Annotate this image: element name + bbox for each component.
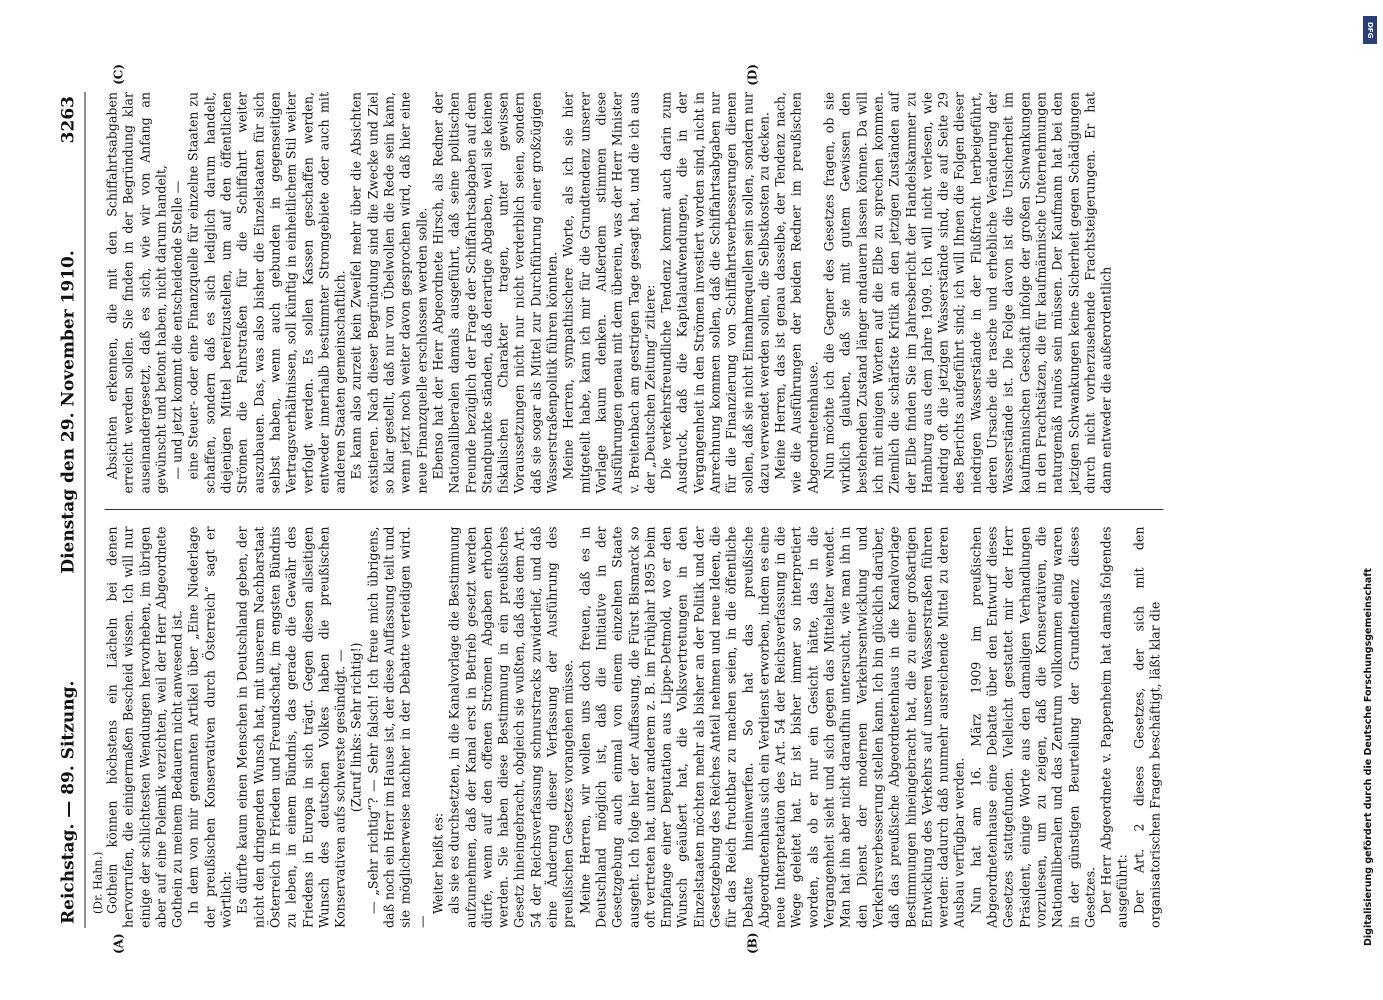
left-column-paragraph: Nun hat am 16. März 1909 im preußischen Abgeordnetenhause eine Debatte über den Entwurf dieses Gesetzes stattgefunden. Vielleicht gestattet mir der Herr Präsident, einige Worte aus den damaligen Verhandlungen vorzulesen, um zu zeigen, daß die Konservativen, die Nationalliberalen und das Zentrum vollkommen einig waren in der günstigen Beurteilung der Grundtendenz dieses Gesetzes. (967, 526, 1097, 928)
left-column-paragraph: Gothein können höchstens ein Lächeln bei denen hervorrufen, die einigermaßen Bescheid wissen. Ich will nur einige der schlichtesten Wendungen hervorheben, im übrigen aber auf eine Polemik verzichten, weil der Herr Abgeordnete Gothein zu meinem Bedauern nicht anwesend ist. (104, 526, 185, 928)
column-divider (104, 510, 1163, 511)
right-column-paragraph: Absichten erkennen, die mit den Schiffahrtsabgaben erreicht werden sollen. Sie finden in der Begründung klar auseinandergesetzt, daß es sich, wie wir von Anfang an gewünscht und betont haben, nicht darum handelt, (104, 92, 168, 494)
left-column-paragraph: Meine Herren, wir wollen uns doch freuen, daß es in Deutschland möglich ist, daß die Initiative in der Gesetzgebung auch einmal von einem einzelnen Staate ausgeht. Ich folge hier der Auffassung, die Fürst Bismarck so oft vertreten hat, unter anderem z. B. im Frühjahr 1895 beim Empfange einer Deputation aus Lippe-Detmold, wo er den Wunsch geäußert hat, die Volksvertretungen in den Einzelstaaten möchten mehr als bisher an der Politik und der Gesetzgebung des Reiches Anteil nehmen und neue Ideen, die für das Reich fruchtbar zu machen seien, in die öffentliche Debatte hineinwerfen. So hat das preußische Abgeordnetenhaus sich ein Verdienst erworben, indem es eine neue Interpretation des Art. 54 der Reichsverfassung in die Wege geleitet hat. Er ist bisher immer so interpretiert worden, als ob er nur ein Gesicht hätte, das in die Vergangenheit sieht und sich gegen das Mittelalter wendet. Man hat ihn aber nicht daraufhin untersucht, wie man ihn in den Dienst der modernen Verkehrsentwicklung und Verkehrsverbesserung stellen kann. Ich bin glücklich darüber, daß das preußische Abgeordnetenhaus in die Kanalvorlage Bestimmungen hineingebracht hat, die zu einer großartigen Entwicklung des Verkehrs auf unseren Wasserstraßen führen werden: dadurch daß nunmehr ausreichende Mittel zu deren Ausbau verfügbar werden. (576, 526, 967, 928)
left-column-paragraph: Der Herr Abgeordnete v. Pappenheim hat damals folgendes ausgeführt: (1098, 526, 1130, 928)
margin-marker-b: (B) (745, 932, 759, 954)
speaker-tag: (Dr. Hahn.) (91, 851, 104, 914)
left-column-paragraph: Weiter heißt es: (429, 812, 445, 914)
right-column-paragraph: Meine Herren, sympathischere Worte, als ich sie hier mitgeteilt habe, kann ich mir für die Grundtendenz unserer Vorlage kaum denken. Außerdem stimmen diese Ausführungen genau mit dem überein, was der Herr Minister v. Breitenbach am gestrigen Tage gesagt hat, und die ich aus der „Deutschen Zeitung“ zitiere: (560, 92, 657, 494)
right-column-paragraph: Nun möchte ich die Gegner des Gesetzes fragen, ob sie wirklich glauben, daß sie mit gutem Gewissen den bestehenden Zustand länger andauern lassen können. Da will ich mit einigen Worten auf die Elbe zu sprechen kommen. Ziemlich die schärfste Kritik an den jetzigen Zuständen auf der Elbe finden Sie im Jahresbericht der Handelskammer zu Hamburg aus dem Jahre 1909. Ich will nicht verlesen, wie niedrig oft die jetzigen Wasserstände sind, die auf Seite 29 des Berichts aufgeführt sind; ich will Ihnen die Folgen dieser niedrigen Wasserstände in der Flußfracht herbeigeführt, deren Ursache die rasche und erhebliche Veränderung der Wasserstände ist. Die Folge davon ist die Unsicherheit im kaufmännischen Geschäft infolge der großen Schwankungen in den Frachtsätzen, die für kaufmännische Unternehmungen naturgemäß ruinös sein müssen. Der Kaufmann hat bei den jetzigen Schwankungen keine Sicherheit gegen Schädigungen durch nicht vorherzusehende Frachtsteigerungen. Er hat dann entweder die außerordentlich (821, 92, 1114, 494)
right-column-paragraph: Meine Herren, das ist genau dasselbe, der Tendenz nach, wie die Ausführungen der beiden Redner im preußischen Abgeordnetenhause. (772, 92, 820, 494)
credit-strip (1363, 16, 1377, 976)
header-left: Reichstag. — 89. Sitzung. (58, 680, 78, 924)
left-column-paragraph: — „Sehr richtig“? — Sehr falsch! Ich freue mich übrigens, daß noch ein Herr im Hause ist, der diese Auffassung teilt und sie möglicherweise nachher in der Debatte verteidigen wird. — (364, 526, 429, 928)
margin-marker-a: (A) (111, 933, 125, 954)
left-column-paragraph: Es dürfte kaum einen Menschen in Deutschland geben, der nicht den dringenden Wunsch hat, mit unserem Nachbarstaat Österreich in Frieden und Freundschaft, im engsten Bündnis zu leben, in einem Bündnis, das gerade die Gewähr des Friedens in Europa in sich trägt. Gegen diesen allseitigen Wunsch des deutschen Volkes haben die preußischen Konservativen aufs schwerste gesündigt. — (234, 526, 348, 928)
left-column-paragraph: Der Art. 2 dieses Gesetzes, der sich mit den organisatorischen Fragen beschäftigt, läßt klar die (1130, 526, 1162, 928)
dfg-logo: DFG (1363, 16, 1377, 44)
column-left (104, 526, 1163, 954)
margin-marker-c: (C) (111, 64, 125, 85)
left-column-paragraph: als sie es durchsetzten, in die Kanalvorlage die Bestimmung aufzunehmen, daß der Kanal erst in Betrieb gesetzt werden dürfe, wenn auf den offenen Strömen Abgaben erhoben werden. Sie haben diese Bestimmung in ein preußisches Gesetz hineingebracht, obgleich sie wußten, daß das dem Art. 54 der Reichsverfassung schnurstracks zuwiderlief, und daß eine Änderung dieser Verfassung der Ausführung des preußischen Gesetzes vorangehen müsse. (446, 526, 576, 928)
right-column-paragraph: — und jetzt kommt die entscheidende Stelle — (169, 180, 185, 480)
header-date: Dienstag den 29. November 1910. (58, 250, 78, 574)
right-column-paragraph: Es kann also zurzeit kein Zweifel mehr über die Absichten existieren. Nach dieser Begründung sind die Zwecke und Ziel so klar gestellt, daß nur von Übelwollen die Rede sein kann, wenn jetzt noch weiter davon gesprochen wird, daß hier eine neue Finanzquelle erschlossen werden solle. (348, 92, 429, 494)
header-rule (84, 92, 85, 928)
column-right (104, 64, 1163, 494)
left-column-paragraph: In dem von mir genannten Artikel über „Eine Niederlage der preußischen Konservativen durch Österreich“ sagt er wörtlich: (185, 526, 234, 928)
page-number: 3263 (58, 96, 78, 144)
margin-marker-d: (D) (745, 64, 759, 86)
text-columns (104, 64, 1163, 954)
credit-text: Digitalisierung gefördert durch die Deutsche Forschungsgemeinschaft (1363, 568, 1374, 946)
left-column-paragraph: (Zuruf links: Sehr richtig!) (348, 642, 364, 813)
right-column-paragraph: Ebenso hat der Herr Abgeordnete Hirsch, als Redner der Nationalliberalen damals ausgeführt, daß seine politischen Freunde bezüglich der Frage der Schiffahrtsabgaben auf dem Standpunkte ständen, daß derartige Abgaben, weil sie keinen fiskalischen Charakter tragen, unter gewissen Voraussetzungen nicht nur nicht verderblich seien, sondern daß sie sogar als Mittel zur Durchführung einer großzügigen Wasserstraßenpolitik führen könnten. (429, 92, 560, 494)
right-column-paragraph: eine Steuer- oder eine Finanzquelle für einzelne Staaten zu schaffen, sondern daß es sich lediglich darum handelt, diejenigen Mittel bereitzustellen, um auf den öffentlichen Strömen die Fahrstraßen für die Schiffahrt weiter auszubauen. Das, was also bisher die Einzelstaaten für sich selbst haben, wenn auch gebunden in gegenseitigen Vertragsverhältnissen, soll künftig in einheitlichem Stil weiter verfolgt werden. Es sollen Kassen geschaffen werden, entweder innerhalb bestimmter Stromgebiete oder auch mit anderen Staaten gemeinschaftlich. (185, 92, 348, 494)
running-header (58, 92, 78, 928)
right-column-paragraph: Die verkehrsfreundliche Tendenz kommt auch darin zum Ausdruck, daß die Kapitalaufwendungen, die in der Vergangenheit in den Strömen investiert worden sind, nicht in Anrechnung kommen sollen, daß die Schiffahrtsabgaben nur für die Finanzierung von Schiffahrtsverbesserungen dienen sollen, daß sie nicht Einnahmequellen sein sollen, sondern nur dazu verwendet werden sollen, die Selbstkosten zu decken. (658, 92, 771, 494)
